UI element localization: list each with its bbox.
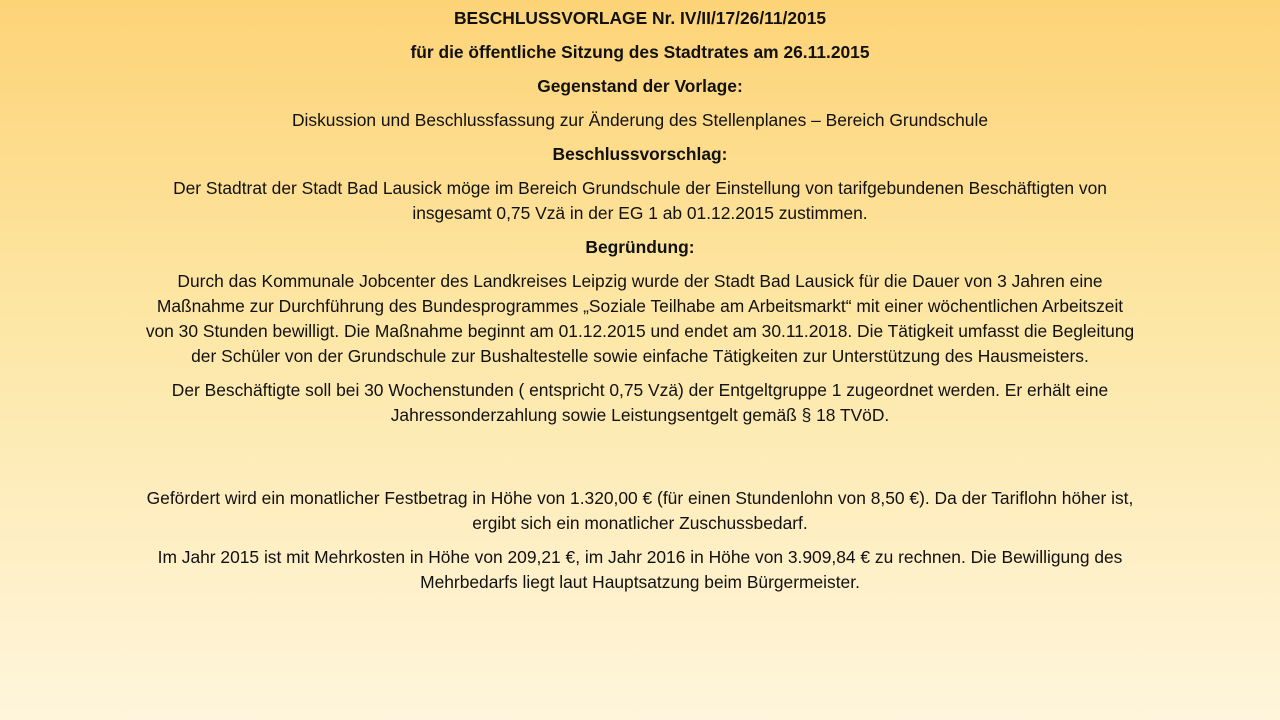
reasoning-paragraph-3	[10, 486, 1270, 536]
proposal-text	[10, 176, 1270, 226]
subject-text: Diskussion und Beschlussfassung zur Änderung des Stellenplanes – Bereich Grundschule	[291, 110, 989, 130]
reasoning-line: Der Beschäftigte soll bei 30 Wochenstunden ( entspricht 0,75 Vzä) der Entgeltgruppe 1 zugeordnet werden. Er erhält eine	[171, 380, 1109, 400]
proposal-heading: Beschlussvorschlag:	[552, 144, 728, 164]
document-title: BESCHLUSSVORLAGE Nr. IV/II/17/26/11/2015	[453, 8, 827, 28]
reasoning-paragraph-2	[10, 378, 1270, 428]
reasoning-line: Jahressonderzahlung sowie Leistungsentgelt gemäß § 18 TVöD.	[390, 405, 890, 425]
reasoning-line: von 30 Stunden bewilligt. Die Maßnahme beginnt am 01.12.2015 und endet am 30.11.2018. Die Tätigkeit umfasst die Begleitung	[145, 321, 1135, 341]
session-subtitle: für die öffentliche Sitzung des Stadtrates am 26.11.2015	[410, 42, 870, 62]
reasoning-line: ergibt sich ein monatlicher Zuschussbedarf.	[472, 513, 808, 533]
reasoning-line: der Schüler von der Grundschule zur Bushaltestelle sowie einfache Tätigkeiten zur Unterstützung des Hausmeisters.	[191, 346, 1089, 366]
reasoning-paragraph-4	[10, 545, 1270, 595]
reasoning-line: Gefördert wird ein monatlicher Festbetrag in Höhe von 1.320,00 € (für einen Stundenlohn von 8,50 €). Da der Tariflohn höher ist,	[146, 488, 1134, 508]
reasoning-paragraph-1	[10, 269, 1270, 369]
proposal-line: insgesamt 0,75 Vzä in der EG 1 ab 01.12.2015 zustimmen.	[412, 203, 868, 223]
reasoning-line: Mehrbedarfs liegt laut Hauptsatzung beim Bürgermeister.	[420, 572, 860, 592]
reasoning-line: Im Jahr 2015 ist mit Mehrkosten in Höhe von 209,21 €, im Jahr 2016 in Höhe von 3.909,84 € zu rechnen. Die Bewilligung des	[157, 547, 1123, 567]
proposal-line: Der Stadtrat der Stadt Bad Lausick möge im Bereich Grundschule der Einstellung von tarifgebundenen Beschäftigten von	[173, 178, 1107, 198]
reasoning-line: Maßnahme zur Durchführung des Bundesprogrammes „Soziale Teilhabe am Arbeitsmarkt“ mit einer wöchentlichen Arbeitszeit	[156, 296, 1124, 316]
subject-heading: Gegenstand der Vorlage:	[537, 76, 743, 96]
reasoning-heading: Begründung:	[585, 237, 695, 257]
reasoning-line: Durch das Kommunale Jobcenter des Landkreises Leipzig wurde der Stadt Bad Lausick für die Dauer von 3 Jahren eine	[177, 271, 1103, 291]
